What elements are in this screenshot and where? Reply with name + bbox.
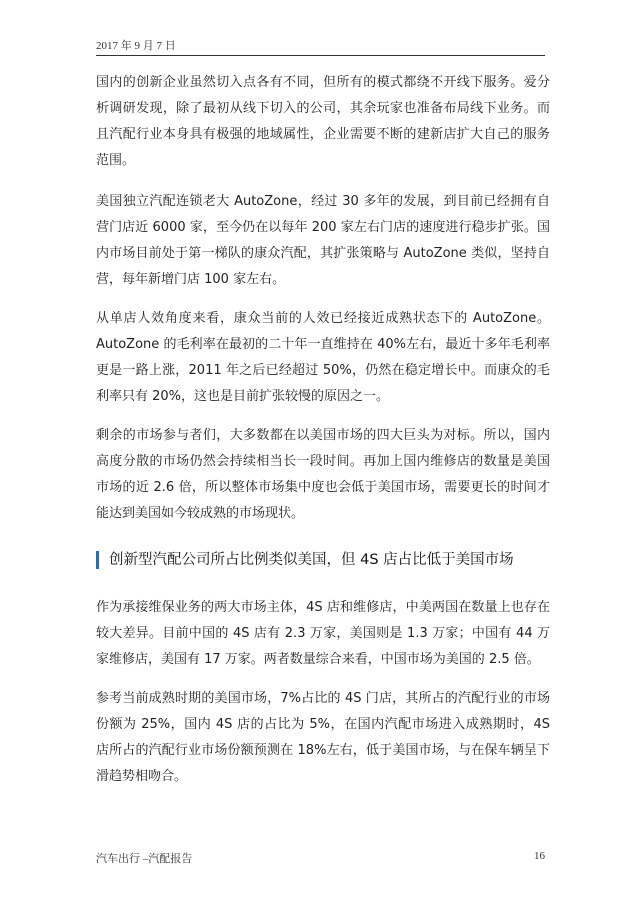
- header-divider: [96, 55, 545, 56]
- paragraph-4s-vs-repair-shops: 作为承接维保业务的两大市场主体，4S 店和维修店，中美两国在数量上也存在较大差异。目前中国的 4S 店有 2.3 万家，美国则是 1.3 万家；中国有 44 万家维修店，美国有 17 万家。两者数量综合来看，中国市场为美国的 2.5 倍。: [96, 600, 550, 667]
- page-number: 16: [534, 850, 545, 862]
- footer-report-title: 汽车出行 –汽配报告: [96, 853, 193, 865]
- paragraph-online-offline: 国内的创新企业虽然切入点各有不同，但所有的模式都绕不开线下服务。爱分析调研发现，除了最初从线下切入的公司，其余玩家也准备布局线下业务。而且汽配行业本身具有极强的地域属性，企业需要不断的建新店扩大自己的服务范围。: [96, 75, 550, 168]
- paragraph-efficiency-margin: 从单店人效角度来看，康众当前的人效已经接近成熟状态下的 AutoZone。AutoZone 的毛利率在最初的二十年一直维持在 40%左右，最近十多年毛利率更是一路上涨，2011 年之后已经超过 50%，仍然在稳定增长中。而康众的毛利率只有 20%，这也是目前扩张较慢的原因之一。: [96, 311, 550, 404]
- paragraph-4s-market-share: 参考当前成熟时期的美国市场，7%占比的 4S 门店，其所占的汽配行业的市场份额为 25%，国内 4S 店的占比为 5%，在国内汽配市场进入成熟期时，4S 店所占的汽配行业市场份额预测在 18%左右，低于美国市场，与在保车辆呈下滑趋势相吻合。: [96, 691, 550, 784]
- section-accent-bar: [96, 551, 99, 569]
- paragraph-market-concentration: 剩余的市场参与者们，大多数都在以美国市场的四大巨头为对标。所以，国内高度分散的市场仍然会持续相当长一段时间。再加上国内维修店的数量是美国市场的近 2.6 倍，所以整体市场集中度也会低于美国市场，需要更长的时间才能达到美国如今较成熟的市场现状。: [96, 428, 550, 521]
- section-heading: [96, 547, 556, 573]
- header-date: 2017 年 9 月 7 日: [96, 40, 176, 52]
- paragraph-autozone-expansion: 美国独立汽配连锁老大 AutoZone，经过 30 多年的发展，到目前已经拥有自营门店近 6000 家，至今仍在以每年 200 家左右门店的速度进行稳步扩张。国内市场目前处于第一梯队的康众汽配，其扩张策略与 AutoZone 类似，坚持自营，每年新增门店 100 家左右。: [96, 194, 550, 287]
- section-title: 创新型汽配公司所占比例类似美国，但 4S 店占比低于美国市场: [109, 552, 514, 568]
